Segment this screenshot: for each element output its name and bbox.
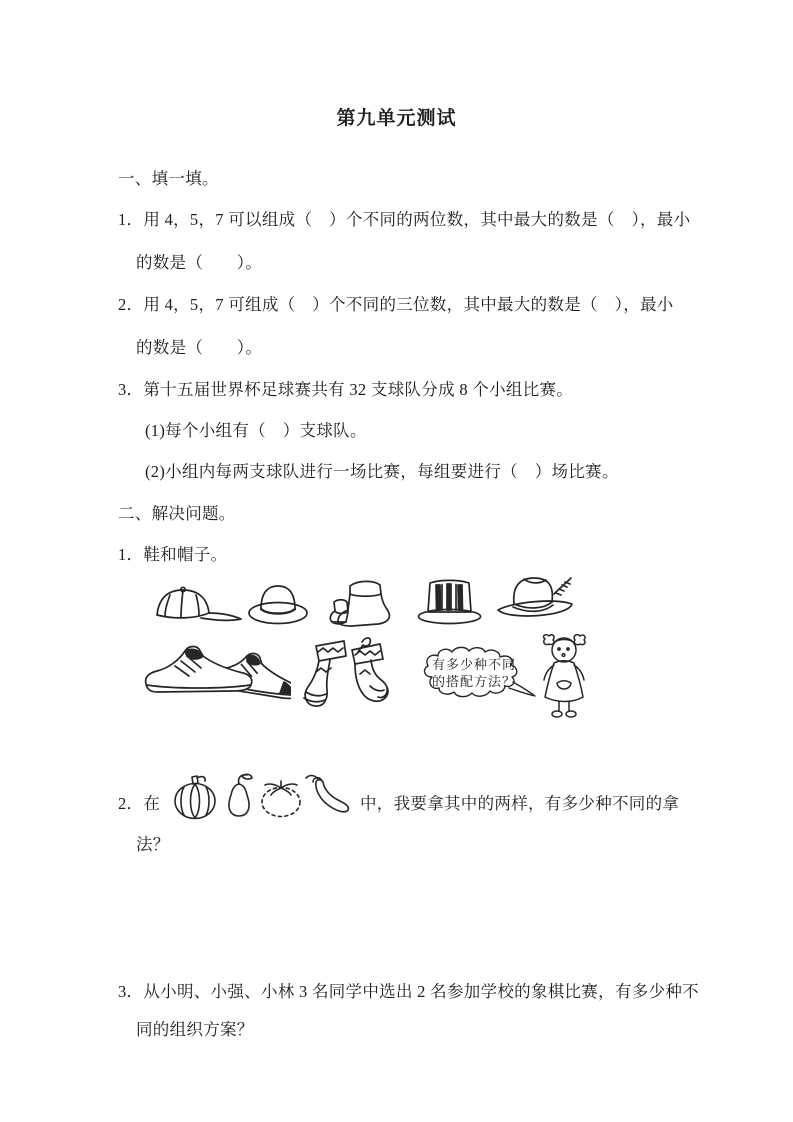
speech-bubble-text <box>428 656 520 690</box>
s1-q1-line2: 的数是（ ）。 <box>136 253 263 272</box>
top-hat-icon <box>416 578 483 626</box>
s2-q2-suffix: 中，我要拿其中的两样，有多少种不同的拿 <box>360 794 680 813</box>
s2-q2-prefix: 2．在 <box>118 794 161 813</box>
s1-q3-sub1: (1)每个小组有（ ）支球队。 <box>145 421 367 440</box>
socks-icon <box>300 634 396 722</box>
s1-q2-line2: 的数是（ ）。 <box>136 338 263 357</box>
s1-q2-line1: 2．用 4，5，7 可组成（ ）个不同的三位数，其中最大的数是（ ），最小 <box>118 295 674 314</box>
s1-q3-line1: 3．第十五届世界杯足球赛共有 32 支球队分成 8 个小组比赛。 <box>118 380 574 399</box>
s2-q3-line2: 同的组织方案？ <box>136 1020 254 1039</box>
pear-icon <box>222 772 256 820</box>
pumpkin-icon <box>173 774 217 820</box>
s1-q3-sub2: (2)小组内每两支球队进行一场比赛，每组要进行（ ）场比赛。 <box>145 462 619 481</box>
sun-hat-icon <box>247 582 309 626</box>
s1-q1-line1: 1．用 4，5，7 可以组成（ ）个不同的两位数，其中最大的数是（ ），最小 <box>118 210 691 229</box>
fedora-hat-icon <box>496 574 574 626</box>
sneakers-icon <box>143 640 291 702</box>
bubble-line-1: 有多少种不同 <box>431 657 516 672</box>
section2-heading: 二、解决问题。 <box>118 504 236 523</box>
bubble-line-2: 的搭配方法？ <box>431 674 516 689</box>
baseball-cap-icon <box>153 585 243 623</box>
tomato-icon <box>259 778 303 818</box>
page-title: 第九单元测试 <box>336 108 457 129</box>
s2-q2-line2: 法？ <box>136 835 170 854</box>
s2-q1-label: 1．鞋和帽子。 <box>118 545 228 564</box>
s2-q3-line1: 3．从小明、小强、小林 3 名同学中选出 2 名参加学校的象棋比赛，有多少种不 <box>118 982 699 1001</box>
girl-icon <box>537 633 591 719</box>
chili-pepper-icon <box>304 772 350 818</box>
section1-heading: 一、填一填。 <box>118 169 219 188</box>
boots-icon <box>328 577 395 629</box>
